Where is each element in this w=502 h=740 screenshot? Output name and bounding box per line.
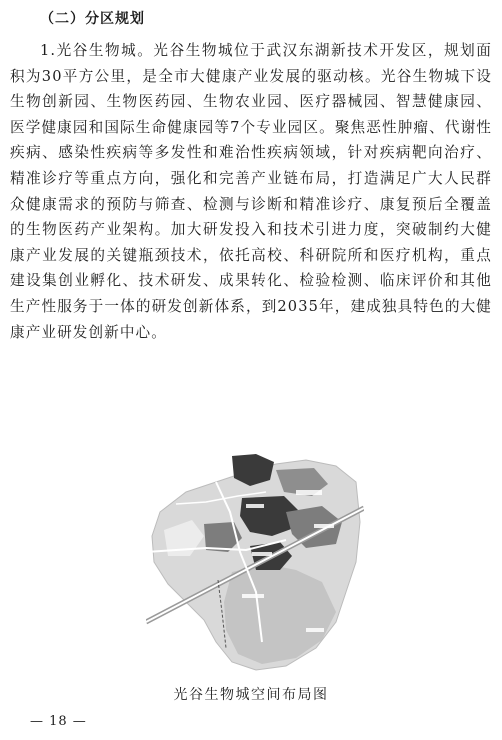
map-label-plaque <box>242 594 264 598</box>
spatial-layout-map <box>146 452 364 674</box>
map-label-plaque <box>306 628 324 632</box>
figure-caption: 光谷生物城空间布局图 <box>173 687 329 703</box>
map-label-plaque <box>314 524 334 528</box>
body-paragraph: 1.光谷生物城。光谷生物城位于武汉东湖新技术开发区，规划面积为30平方公里，是全市大健康产业发展的驱动核。光谷生物城下设生物创新园、生物医药园、生物农业园、医疗器械园、智慧健康园、医学健康园和国际生命健康园等7个专业园区。聚焦恶性肿瘤、代谢性疾病、感染性疾病等多发性和难治性疾病领域，针对疾病靶向治疗、精准诊疗等重点方向，强化和完善产业链布局，打造满足广大人民群众健康需求的预防与筛查、检测与诊断和精准诊疗、康复预后全覆盖的生物医药产业架构。加大研发投入和技术引进力度，突破制约大健康产业发展的关键瓶颈技术，依托高校、科研院所和医疗机构，重点建设集创业孵化、技术研发、成果转化、检验检测、临床评价和其他生产性服务于一体的研发创新体系，到2035年，建成独具特色的大健康产业研发创新中心。 <box>10 42 492 341</box>
map-label-plaque <box>296 490 322 495</box>
map-label-plaque <box>252 552 272 556</box>
page-number: — 18 — <box>30 714 87 729</box>
map-label-plaque <box>246 504 264 508</box>
section-heading: （二）分区规划 <box>40 11 145 27</box>
